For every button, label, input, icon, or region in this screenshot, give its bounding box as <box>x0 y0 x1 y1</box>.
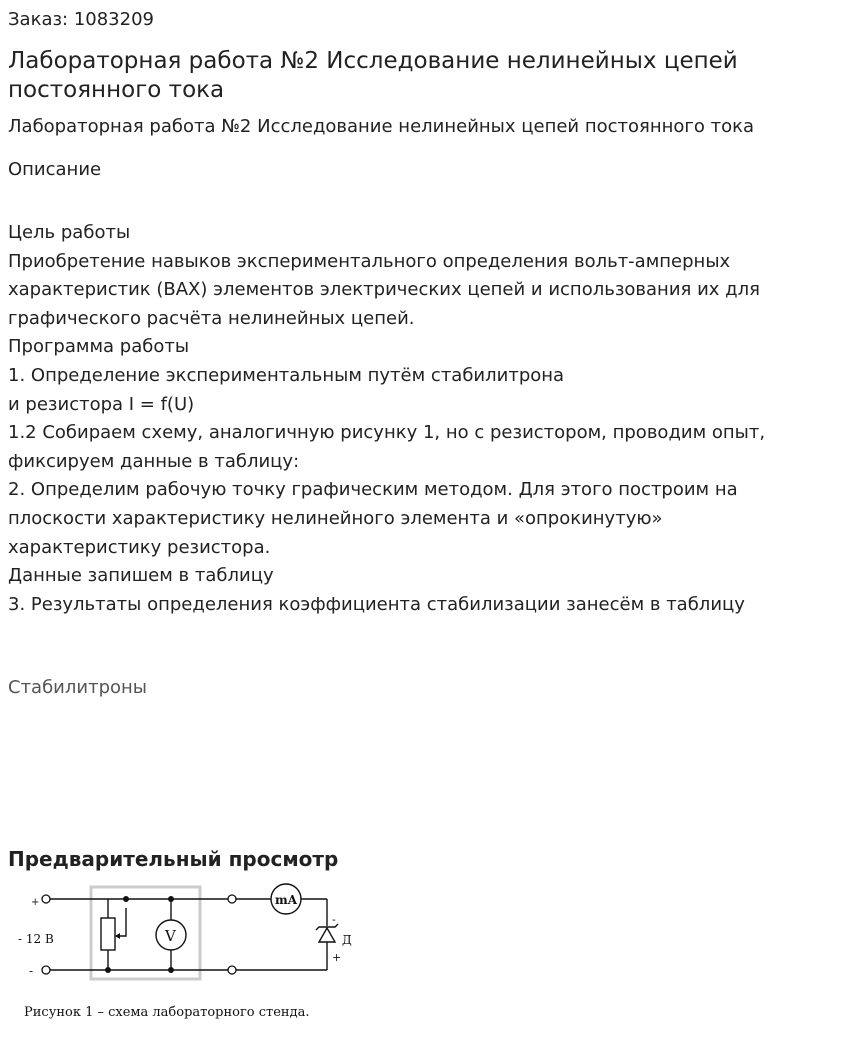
pot-wiper-arrow <box>115 933 120 939</box>
circuit-diagram <box>14 878 374 990</box>
description-line: 1. Определение экспериментальным путём стабилитрона <box>8 364 565 386</box>
diode-plus-label: + <box>332 951 342 964</box>
junction-dot <box>168 896 174 902</box>
description-line: плоскости характеристику нелинейного элемента и «опрокинутую» <box>8 507 663 529</box>
diode-label: Д <box>342 933 352 947</box>
output-terminal-top <box>228 895 236 903</box>
section-label-description: Описание <box>8 159 102 180</box>
output-terminal-bottom <box>228 966 236 974</box>
page-title: Лабораторная работа №2 Исследование нелинейных цепей постоянного тока <box>8 48 738 103</box>
diode-minus-label: - <box>332 913 336 926</box>
preview-heading: Предварительный просмотр <box>8 847 339 871</box>
description-line: 1.2 Собираем схему, аналогичную рисунку 1, но с резистором, проводим опыт, <box>8 422 766 444</box>
label-plus: + <box>31 897 40 908</box>
description-line: 2. Определим рабочую точку графическим методом. Для этого построим на <box>8 479 738 501</box>
zener-diode-icon <box>319 928 335 942</box>
description-line: Цель работы <box>8 222 131 243</box>
description-line: 3. Результаты определения коэффициента стабилизации занесём в таблицу <box>8 593 745 615</box>
potentiometer-icon <box>101 918 115 950</box>
voltmeter-label: V <box>165 927 176 945</box>
junction-dot <box>123 896 129 902</box>
terminal-plus <box>42 895 50 903</box>
description-line: Приобретение навыков экспериментального определения вольт-амперных <box>8 250 731 272</box>
order-number: Заказ: 1083209 <box>8 9 154 30</box>
pot-wiper <box>117 908 126 936</box>
description-line: характеристик (ВАХ) элементов электрических цепей и использования их для <box>8 279 760 301</box>
junction-dot <box>168 967 174 973</box>
description-line: фиксируем данные в таблицу: <box>8 450 300 472</box>
figure-caption: Рисунок 1 – схема лабораторного стенда. <box>24 1005 310 1020</box>
page-subtitle: Лабораторная работа №2 Исследование нелинейных цепей постоянного тока <box>8 116 754 137</box>
description-line: и резистора I = f(U) <box>8 393 195 415</box>
description-line: характеристику резистора. <box>8 536 271 558</box>
description-line: Данные запишем в таблицу <box>8 565 274 587</box>
ammeter-label: mA <box>275 893 298 907</box>
description-body <box>8 219 838 619</box>
junction-dot <box>105 967 111 973</box>
category-link-stabilitrons[interactable]: Стабилитроны <box>8 677 147 698</box>
description-line: графического расчёта нелинейных цепей. <box>8 307 415 329</box>
description-line: Программа работы <box>8 336 190 358</box>
terminal-minus <box>42 966 50 974</box>
label-minus: - <box>29 964 34 978</box>
label-voltage: - 12 В <box>18 932 54 946</box>
